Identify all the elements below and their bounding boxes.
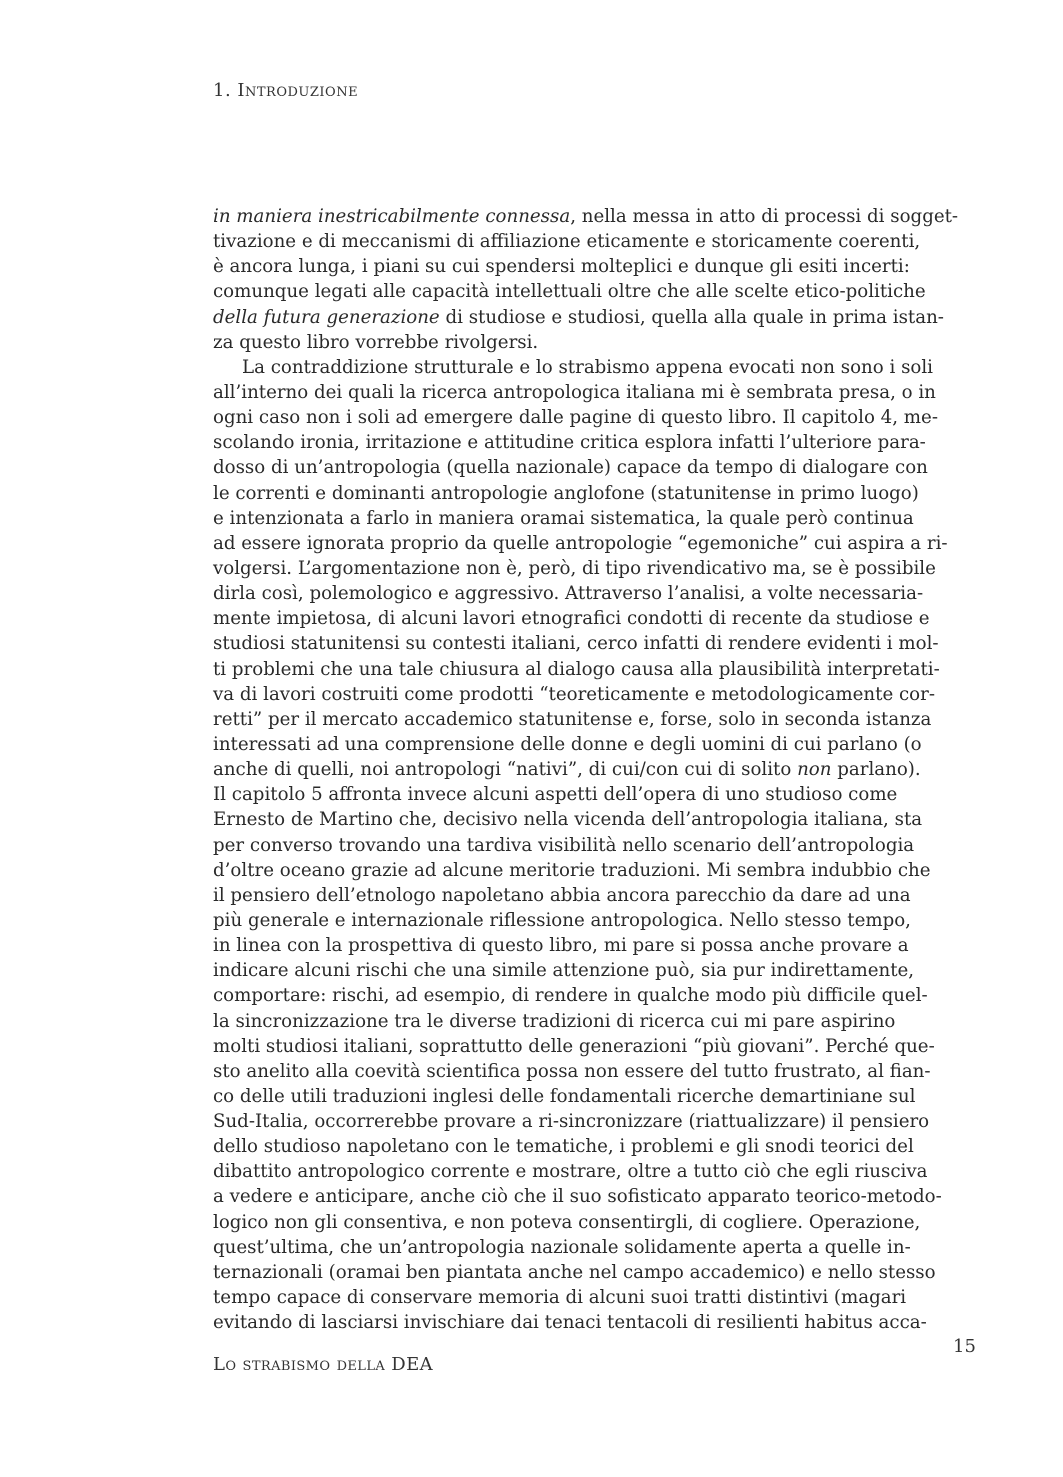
text-line: ogni caso non i soli ad emergere dalle pagine di questo libro. Il capitolo 4, me- [213,407,938,429]
text-line: comunque legati alle capacità intellettuali oltre che alle scelte etico-politiche [213,281,926,303]
text-line: dosso di un’antropologia (quella nazionale) capace da tempo di dialogare con [213,457,928,479]
italic-phrase: non [797,759,832,781]
page-number: 15 [953,1336,976,1357]
text-line: comportare: rischi, ad esempio, di rendere in qualche modo più difficile quel- [213,985,928,1007]
text-line: dirla così, polemologico e aggressivo. Attraverso l’analisi, a volte necessaria- [213,583,924,605]
text-line: scolando ironia, irritazione e attitudine critica esplora infatti l’ulteriore para- [213,432,926,454]
text-line: le correnti e dominanti antropologie anglofone (statunitense in primo luogo) [213,482,919,504]
text-line: Il capitolo 5 affronta invece alcuni aspetti dell’opera di uno studioso come [213,784,898,806]
text-line: più generale e internazionale riflessione antropologica. Nello stesso tempo, [213,909,911,931]
text-line: Ernesto de Martino che, decisivo nella vicenda dell’antropologia italiana, sta [213,809,923,831]
text-line: La contraddizione strutturale e lo strabismo appena evocati non sono i soli [242,356,933,378]
text-line: Sud-Italia, occorrerebbe provare a ri-sincronizzare (riattualizzare) il pensiero [213,1111,930,1133]
text-line: studiosi statunitensi su contesti italiani, cerco infatti di rendere evidenti i mol- [213,633,939,655]
text-line: va di lavori costruiti come prodotti “teoreticamente e metodologicamente cor- [213,683,935,705]
text-line: quest’ultima, che un’antropologia nazionale solidamente aperta a quelle in- [213,1236,911,1258]
text-fragment: , nella messa in atto di processi di sogget- [570,206,959,227]
text-fragment: parlano). [831,759,921,781]
text-line: molti studiosi italiani, soprattutto delle generazioni “più giovani”. Perché que- [213,1035,935,1057]
text-line: interessati ad una comprensione delle donne e degli uomini di cui parlano (o [213,733,922,755]
text-line: co delle utili traduzioni inglesi delle fondamentali ricerche demartiniane sul [213,1085,916,1107]
text-line: il pensiero dell’etnologo napoletano abbia ancora parecchio da dare ad una [213,884,911,906]
text-line: in linea con la prospettiva di questo libro, mi pare si possa anche provare a [213,935,909,957]
text-line: dello studioso napoletano con le tematiche, i problemi e gli snodi teorici del [213,1136,914,1158]
text-line: ternazionali (oramai ben piantata anche nel campo accademico) e nello stesso [213,1261,936,1283]
text-line: d’oltre oceano grazie ad alcune meritorie traduzioni. Mi sembra indubbio che [213,859,931,881]
text-line: tivazione e di meccanismi di affiliazione eticamente e storicamente coerenti, [213,231,921,253]
text-line: volgersi. L’argomentazione non è, però, di tipo rivendicativo ma, se è possibile [213,557,936,579]
text-line: indicare alcuni rischi che una simile attenzione può, sia pur indirettamente, [213,960,915,982]
text-line: tempo capace di conservare memoria di alcuni suoi tratti distintivi (magari [213,1287,907,1309]
text-line [213,204,959,229]
text-line: za questo libro vorrebbe rivolgersi. [213,331,539,353]
text-line: è ancora lunga, i piani su cui spendersi molteplici e dunque gli esiti incerti: [213,256,910,278]
text-line: retti” per il mercato accademico statunitense e, forse, solo in seconda istanza [213,708,932,730]
body-text [213,204,959,1335]
text-line: e intenzionata a farlo in maniera oramai sistematica, la quale però continua [213,507,914,529]
text-line: ad essere ignorata proprio da quelle antropologie “egemoniche” cui aspira a ri- [213,532,948,554]
text-line: per converso trovando una tardiva visibilità nello scenario dell’antropologia [213,834,915,856]
text-fragment: anche di quelli, noi antropologi “nativi”, di cui/con cui di solito [213,759,798,781]
text-line: dibattito antropologico corrente e mostrare, oltre a tutto ciò che egli riusciva [213,1161,928,1183]
italic-phrase: della futura generazione [213,306,440,328]
text-line [213,305,944,330]
text-line: la sincronizzazione tra le diverse tradizioni di ricerca cui mi pare aspirino [213,1010,896,1032]
text-line: evitando di lasciarsi invischiare dai tenaci tentacoli di resilienti habitus acca- [213,1312,927,1334]
italic-phrase: in maniera inestricabilmente connessa [213,206,571,227]
text-line: ti problemi che una tale chiusura al dialogo causa alla plausibilità interpretati- [213,658,940,680]
running-head: 1. Introduzione [213,80,359,101]
text-line: mente impietosa, di alcuni lavori etnografici condotti di recente da studiose e [213,608,930,630]
footer-book-title: Lo strabismo della DEA [213,1354,434,1375]
text-line [213,757,921,782]
text-fragment: di studiose e studiosi, quella alla quale in prima istan- [439,306,944,328]
text-line: a vedere e anticipare, anche ciò che il suo sofisticato apparato teorico-metodo- [213,1186,942,1208]
text-line: logico non gli consentiva, e non poteva consentirgli, di cogliere. Operazione, [213,1211,921,1233]
text-line: sto anelito alla coevità scientifica possa non essere del tutto frustrato, al fian- [213,1060,931,1082]
text-line: all’interno dei quali la ricerca antropologica italiana mi è sembrata presa, o in [213,381,936,403]
